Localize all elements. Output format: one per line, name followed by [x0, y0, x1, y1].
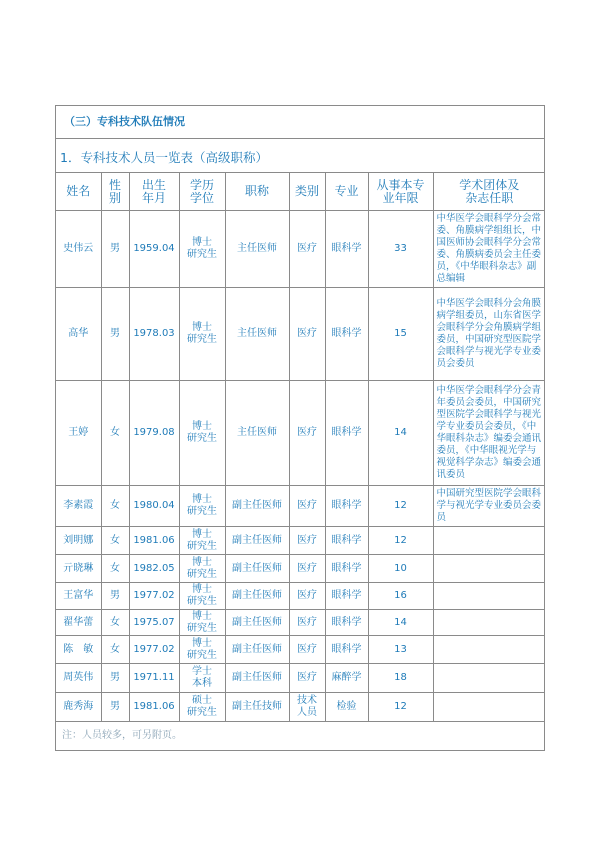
major-cell-text: 眼科学	[331, 534, 362, 546]
title-cell-text: 副主任医师	[232, 643, 282, 655]
sex-cell	[101, 527, 129, 555]
column-header-text: 职称	[244, 184, 269, 198]
education-cell-text: 研究生	[187, 540, 217, 552]
sex-cell-text: 女	[110, 643, 120, 655]
education-cell-text: 研究生	[187, 249, 217, 260]
major-cell-text: 眼科学	[331, 590, 362, 601]
column-header	[368, 173, 433, 211]
major-cell	[325, 211, 368, 288]
organization-cell	[433, 583, 545, 610]
category-cell-text: 技术	[297, 695, 317, 706]
title-cell	[225, 211, 289, 288]
major-cell-text: 眼科学	[331, 616, 362, 628]
title-cell	[225, 693, 289, 722]
birth-cell-text: 1981.06	[133, 701, 175, 712]
education-cell	[179, 664, 225, 693]
table-row	[56, 555, 545, 583]
birth-cell	[129, 486, 179, 527]
column-header-text: 出生年月	[141, 177, 166, 205]
birth-cell-text: 1977.02	[133, 590, 175, 601]
education-cell-text: 博士	[192, 637, 212, 649]
name-cell-text: 王富华	[63, 590, 94, 601]
column-header	[101, 173, 129, 211]
name-cell	[56, 527, 101, 555]
birth-cell-text: 1981.06	[133, 534, 175, 546]
column-header-text: 性别	[108, 177, 121, 205]
sex-cell-text: 男	[110, 328, 120, 339]
title-cell-text: 副主任技师	[232, 701, 282, 712]
table-row	[56, 527, 545, 555]
organization-cell	[433, 381, 545, 486]
major-cell	[325, 664, 368, 693]
education-cell	[179, 610, 225, 636]
organization-cell	[433, 486, 545, 527]
major-cell-text: 眼科学	[331, 328, 362, 339]
sex-cell-text: 男	[110, 701, 120, 712]
major-cell	[325, 486, 368, 527]
birth-cell-text: 1977.02	[133, 643, 175, 655]
personnel-table	[56, 172, 545, 722]
sex-cell-text: 女	[110, 500, 120, 511]
education-cell-text: 研究生	[187, 622, 217, 634]
table-row	[56, 486, 545, 527]
table-row	[56, 288, 545, 381]
years-cell-text: 13	[394, 643, 407, 655]
major-cell	[325, 583, 368, 610]
birth-cell-text: 1982.05	[133, 562, 175, 574]
name-cell	[56, 664, 101, 693]
education-cell	[179, 288, 225, 381]
education-cell-text: 研究生	[187, 433, 217, 444]
title-cell-text: 副主任医师	[232, 672, 282, 683]
education-cell-text: 博士	[192, 322, 212, 333]
education-cell-text: 研究生	[187, 506, 217, 517]
organization-cell	[433, 693, 545, 722]
major-cell	[325, 555, 368, 583]
name-cell-text: 李素霞	[63, 500, 94, 511]
major-cell-text: 麻醉学	[331, 672, 362, 683]
years-cell	[368, 610, 433, 636]
years-cell	[368, 381, 433, 486]
organization-cell-text: 中华医学会眼科分会角膜病学组委员，山东省医学会眼科学分会角膜病学组委员，中国研究型医院学会眼科学与视光学专业委员会委员	[436, 298, 542, 369]
years-cell-text: 18	[394, 672, 407, 683]
sex-cell	[101, 636, 129, 664]
organization-cell	[433, 211, 545, 288]
years-cell-text: 15	[394, 328, 407, 339]
title-cell-text: 副主任医师	[232, 616, 282, 628]
education-cell	[179, 211, 225, 288]
column-header-text: 姓名	[66, 184, 91, 198]
category-cell-text: 医疗	[297, 672, 317, 683]
years-cell-text: 14	[394, 616, 407, 628]
organization-cell-text: 中华医学会眼科学分会青年委员会委员，中国研究型医院学会眼科学与视光学专业委员会委员，《中华眼科杂志》编委会通讯委员，《中华眼视光学与视觉科学杂志》编委会通讯委员	[436, 385, 542, 480]
birth-cell-text: 1980.04	[133, 500, 175, 511]
name-cell	[56, 381, 101, 486]
education-cell-text: 本科	[192, 678, 212, 689]
education-cell	[179, 555, 225, 583]
title-cell-text: 主任医师	[237, 328, 277, 339]
category-cell-text: 医疗	[297, 562, 317, 574]
major-cell	[325, 693, 368, 722]
category-cell	[289, 610, 325, 636]
title-cell	[225, 527, 289, 555]
sex-cell	[101, 486, 129, 527]
column-header-text: 学术团体及杂志任职	[459, 177, 520, 205]
name-cell-text: 周英伟	[63, 672, 94, 683]
birth-cell-text: 1971.11	[133, 672, 175, 683]
education-cell	[179, 636, 225, 664]
birth-cell-text: 1979.08	[133, 427, 175, 438]
category-cell	[289, 381, 325, 486]
name-cell-text: 亓晓琳	[63, 562, 94, 574]
column-header	[129, 173, 179, 211]
category-cell	[289, 693, 325, 722]
sex-cell	[101, 211, 129, 288]
organization-cell	[433, 636, 545, 664]
birth-cell	[129, 610, 179, 636]
sex-cell	[101, 583, 129, 610]
birth-cell	[129, 555, 179, 583]
category-cell	[289, 555, 325, 583]
years-cell-text: 16	[394, 590, 407, 601]
category-cell-text: 医疗	[297, 643, 317, 655]
title-cell	[225, 583, 289, 610]
birth-cell	[129, 664, 179, 693]
title-cell-text: 主任医师	[237, 427, 277, 438]
birth-cell	[129, 381, 179, 486]
major-cell-text: 眼科学	[331, 562, 362, 574]
sex-cell-text: 男	[110, 672, 120, 683]
column-header-text: 学历学位	[189, 177, 214, 205]
years-cell-text: 10	[394, 562, 407, 574]
category-cell-text: 医疗	[297, 534, 317, 546]
name-cell-text: 史伟云	[63, 243, 94, 254]
column-header	[179, 173, 225, 211]
birth-cell	[129, 211, 179, 288]
major-cell	[325, 288, 368, 381]
table-row	[56, 664, 545, 693]
major-cell-text: 眼科学	[331, 643, 362, 655]
category-cell-text: 人员	[297, 707, 317, 718]
education-cell-text: 研究生	[187, 596, 217, 607]
major-cell	[325, 381, 368, 486]
education-cell-text: 研究生	[187, 568, 217, 580]
years-cell-text: 12	[394, 701, 407, 712]
education-cell	[179, 693, 225, 722]
years-cell-text: 12	[394, 500, 407, 511]
organization-cell	[433, 664, 545, 693]
education-cell	[179, 527, 225, 555]
name-cell-text: 陈 敏	[63, 643, 94, 655]
name-cell-text: 翟华蕾	[63, 616, 94, 628]
education-cell-text: 研究生	[187, 649, 217, 661]
education-cell	[179, 486, 225, 527]
title-cell-text: 主任医师	[237, 243, 277, 254]
education-cell-text: 研究生	[187, 334, 217, 345]
table-note: 注：人员较多，可另附页。	[62, 730, 182, 741]
title-cell	[225, 610, 289, 636]
category-cell-text: 医疗	[297, 328, 317, 339]
education-cell	[179, 583, 225, 610]
title-cell-text: 副主任医师	[232, 562, 282, 574]
years-cell	[368, 636, 433, 664]
years-cell-text: 33	[394, 243, 407, 254]
years-cell	[368, 693, 433, 722]
sex-cell	[101, 288, 129, 381]
education-cell	[179, 381, 225, 486]
birth-cell	[129, 288, 179, 381]
birth-cell	[129, 693, 179, 722]
name-cell	[56, 211, 101, 288]
name-cell	[56, 636, 101, 664]
column-header	[433, 173, 545, 211]
table-row	[56, 381, 545, 486]
name-cell-text: 刘明娜	[63, 534, 94, 546]
column-header-text: 专业	[334, 184, 359, 198]
major-cell-text: 眼科学	[331, 427, 362, 438]
column-header-text: 类别	[294, 184, 319, 198]
years-cell	[368, 555, 433, 583]
sex-cell-text: 女	[110, 562, 120, 574]
birth-cell-text: 1978.03	[133, 328, 175, 339]
title-cell-text: 副主任医师	[232, 534, 282, 546]
name-cell-text: 高华	[68, 328, 89, 339]
category-cell	[289, 664, 325, 693]
title-cell-text: 副主任医师	[232, 590, 282, 601]
category-cell-text: 医疗	[297, 427, 317, 438]
education-cell-text: 博士	[192, 421, 212, 432]
education-cell-text: 学士	[192, 666, 212, 677]
birth-cell	[129, 527, 179, 555]
title-cell-text: 副主任医师	[232, 500, 282, 511]
sex-cell	[101, 610, 129, 636]
table-row	[56, 583, 545, 610]
name-cell	[56, 486, 101, 527]
education-cell-text: 博士	[192, 494, 212, 505]
sex-cell	[101, 381, 129, 486]
birth-cell	[129, 636, 179, 664]
name-cell	[56, 583, 101, 610]
sex-cell	[101, 555, 129, 583]
name-cell	[56, 288, 101, 381]
name-cell	[56, 693, 101, 722]
education-cell-text: 博士	[192, 610, 212, 622]
education-cell-text: 博士	[192, 528, 212, 540]
category-cell	[289, 288, 325, 381]
title-cell	[225, 555, 289, 583]
birth-cell-text: 1975.07	[133, 616, 175, 628]
years-cell	[368, 583, 433, 610]
column-header	[289, 173, 325, 211]
column-header	[225, 173, 289, 211]
table-header-row	[56, 173, 545, 211]
education-cell-text: 博士	[192, 237, 212, 248]
major-cell	[325, 636, 368, 664]
years-cell	[368, 288, 433, 381]
column-header	[56, 173, 101, 211]
table-row	[56, 610, 545, 636]
sex-cell	[101, 664, 129, 693]
name-cell	[56, 555, 101, 583]
education-cell-text: 研究生	[187, 707, 217, 718]
major-cell-text: 眼科学	[331, 243, 362, 254]
major-cell	[325, 527, 368, 555]
category-cell	[289, 527, 325, 555]
education-cell-text: 硕士	[192, 695, 212, 706]
title-cell	[225, 664, 289, 693]
organization-cell-text: 中华医学会眼科学分会常委、角膜病学组组长，中国医师协会眼科学分会常委、角膜病委员会主任委员，《中华眼科杂志》副总编辑	[436, 213, 542, 284]
category-cell	[289, 583, 325, 610]
category-cell	[289, 636, 325, 664]
table-row	[56, 636, 545, 664]
name-cell-text: 王婷	[68, 427, 89, 438]
major-cell-text: 眼科学	[331, 500, 362, 511]
education-cell-text: 博士	[192, 584, 212, 595]
sex-cell-text: 女	[110, 427, 120, 438]
organization-cell	[433, 555, 545, 583]
category-cell-text: 医疗	[297, 616, 317, 628]
table-row	[56, 211, 545, 288]
sex-cell	[101, 693, 129, 722]
major-cell	[325, 610, 368, 636]
years-cell	[368, 664, 433, 693]
table-row	[56, 693, 545, 722]
table-subtitle: 1．专科技术人员一览表（高级职称）	[60, 150, 268, 165]
section-title: （三）专科技术队伍情况	[56, 106, 544, 139]
organization-cell	[433, 527, 545, 555]
birth-cell-text: 1959.04	[133, 243, 175, 254]
title-cell	[225, 381, 289, 486]
category-cell	[289, 486, 325, 527]
major-cell-text: 检验	[336, 701, 357, 712]
title-cell	[225, 636, 289, 664]
years-cell-text: 14	[394, 427, 407, 438]
name-cell	[56, 610, 101, 636]
birth-cell	[129, 583, 179, 610]
column-header-text: 从事本专业年限	[376, 177, 425, 205]
name-cell-text: 鹿秀海	[63, 701, 94, 712]
organization-cell	[433, 288, 545, 381]
category-cell-text: 医疗	[297, 500, 317, 511]
years-cell	[368, 211, 433, 288]
organization-cell	[433, 610, 545, 636]
years-cell	[368, 486, 433, 527]
title-cell	[225, 486, 289, 527]
category-cell-text: 医疗	[297, 243, 317, 254]
column-header	[325, 173, 368, 211]
education-cell-text: 博士	[192, 556, 212, 568]
years-cell	[368, 527, 433, 555]
personnel-section	[55, 105, 545, 751]
category-cell-text: 医疗	[297, 590, 317, 601]
sex-cell-text: 男	[110, 590, 120, 601]
sex-cell-text: 女	[110, 616, 120, 628]
years-cell-text: 12	[394, 534, 407, 546]
category-cell	[289, 211, 325, 288]
title-cell	[225, 288, 289, 381]
sex-cell-text: 女	[110, 534, 120, 546]
organization-cell-text: 中国研究型医院学会眼科学与视光学专业委员会委员	[436, 488, 542, 523]
sex-cell-text: 男	[110, 243, 120, 254]
